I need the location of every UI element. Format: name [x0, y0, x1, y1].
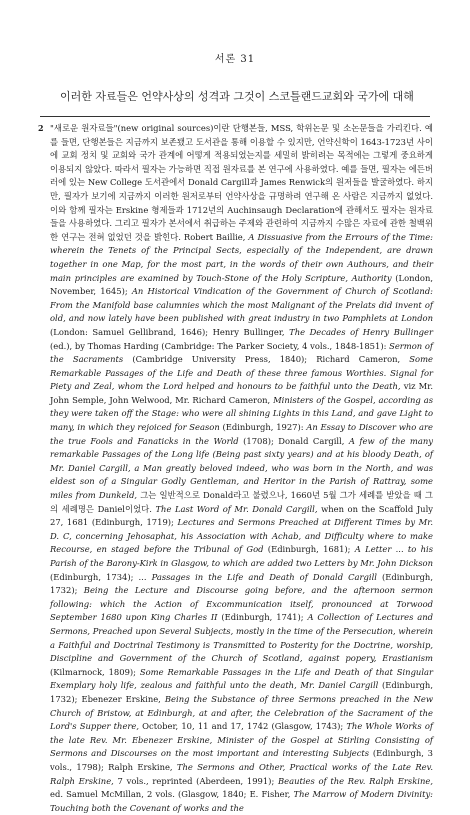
footnote-text: [50, 122, 433, 815]
footnote-run: (Edinburgh, 1734); ...: [50, 571, 152, 582]
footnote-run: (London: Samuel Gellibrand, 1646); Henry Bullinger,: [50, 326, 290, 337]
footnote-run: (Edinburgh, 3 vols., 1798); Ralph Erskine,: [50, 748, 433, 772]
footnote-run: viz Mr. John Semple, John Welwood, Mr. Richard Cameron,: [50, 381, 433, 405]
footnote-number: 2: [38, 123, 44, 133]
footnote-title-italic: The Last Word of Mr. Donald Cargill,: [155, 503, 318, 514]
footnote-title-italic: Ministers of the Gospel, according as they were taken off the Stage: who were all shining Lights in this Land, and gave Light to many, in which they rejoiced for Season: [50, 394, 433, 433]
footnote-title-italic: The Decades of Henry Bullinger: [289, 326, 433, 337]
footnote-run: (Edinburgh, 1681);: [263, 544, 355, 555]
footnote-run: (London, November, 1645);: [50, 272, 434, 297]
footnote-run: (Kilmarnock, 1809);: [50, 666, 140, 677]
footnote-divider: [40, 116, 430, 117]
footnote-title-italic: A Letter ... to his Parish of the Barony-Kirk in Glasgow, to which are added two Letters by Mr. John Dickson: [50, 544, 433, 568]
footnote-title-italic: Lectures and Sermons Preached at Different Times by Mr. D. C, concerning Jehosaphat, his Association with Achab, and Difficulty where to make Recourse, en staged before the Tribunal of God: [50, 517, 433, 555]
footnote-title-italic: An Essay to Discover who are the true Fools and Fanaticks in the World: [50, 422, 433, 446]
footnote-run: (1708); Donald Cargill,: [238, 435, 349, 446]
footnote-run: (Edinburgh, 1927):: [219, 422, 307, 433]
footnote-title-italic: A Dissuasive from the Errours of the Time: wherein the Tenets of the Principal Sects, especially of the Independent, are drawn together in one Map, for the most part, in the words of their own Authours, and their main principles are examined by Touch-Stone of the Holy Scripture, Authority: [50, 231, 433, 283]
footnote-run: (Edinburgh, 1732);: [50, 571, 433, 596]
footnote-title-italic: Some Remarkable Passages of the Life and Death of these three famous Worthies. Signal for Piety and Zeal, whom the Lord helped and honours to be faithful unto the Death,: [50, 354, 433, 392]
footnote-title-italic: Being the Substance of three Sermons preached in the New Church of Bristow, at Edinburgh, at and after, the Celebration of the Sacrament of the Lord's Supper there,: [50, 693, 433, 732]
footnote-run: (ed.), by Thomas Harding (Cambridge: The Parker Society, 4 vols., 1848-1851):: [50, 340, 390, 351]
footnote-run: 그는 일반적으로 Donald라고 불렸으나, 1660년 5월 그가 세례를 받았을 때 그의 세례명은 Daniel이었다.: [50, 490, 433, 514]
footnote-run: October, 10, 11 and 17, 1742 (Glasgow, 1743);: [139, 721, 347, 732]
footnote-title-italic: Sermon of the Sacraments: [50, 340, 433, 365]
page-header: 서론 31: [214, 54, 256, 65]
footnote-title-italic: Passages in the Life and Death of Donald Cargill: [151, 571, 377, 582]
footnote-title-italic: An Historical Vindication of the Government of Church of Scotland: From the Manifold base calumnies which the most Malignant of the Prelats did invent of old, and now lately have been published with great industry in two Pamphlets at London: [50, 286, 434, 324]
footnote-run: (Edinburgh, 1741);: [217, 612, 308, 623]
footnote-run: "새로운 원자료들"(new original sources)이란 단행본들, MSS, 학위논문 및 소논문들을 가리킨다. 예를 들면, 단행본들은 지금까지 보존됐고 도서관을 통해 이용할 수 있지만, 언약신학이 1643-1723년 사이에 교회 정치 및 교회와 국가 관계에 어떻게 적용되었는지를 세밀히 밝히려는 목적에는 그렇게 중요하게 이용되지 않았다. 따라서 필자는 가능하면 직접 원자료를 본 연구에 사용하였다. 예를 들면, 필자는 에든버러에 있는 New College 도서관에서 Donald Cargill과 James Renwick의 원저들을 발굴하였다. 하지만, 필자가 보기에 지금까지 이러한 원저로부터 언약사상을 규명하려 연구해 온 사람은 지금까지 없었다. 이와 함께 필자는 Erskine 형제들과 1712년의 Auchinsaugh Declaration에 관해서도 필자는 원자료들을 사용하였다. 그리고 필자가 본서에서 취급하는 주제와 관련하여 지금까지 수많은 자료에 관한 철백위한 연구는 전혀 없었던 것을 밝힌다. Robert Baillie,: [50, 123, 433, 242]
footnote-run: (Edinburgh, 1732); Ebenezer Erskine,: [50, 680, 433, 704]
footnote-title-italic: Some Remarkable Passages in the Life and Death of that Singular Exemplary holy life, zealous and faithful unto the death, Mr. Daniel Cargill: [50, 666, 433, 691]
footnote-title-italic: A few of the many remarkable Passages of the Long life (Being past sixty years) and at his bloody Death, of Mr. Daniel Cargill, a Man greatly beloved indeed, who was born in the North, and was eldest son of a Singular Godly Gentleman, and Heritor in the Parish of Rattray, some miles from Dunkeld,: [50, 435, 433, 501]
footnote-title-italic: The Sermons and Other, Practical works of the Late Rev. Ralph Erskine,: [50, 761, 433, 786]
footnote-title-italic: Beauties of the Rev. Ralph Erskine,: [277, 775, 433, 786]
footnote-title-italic: The Whole Works of the late Rev. Mr. Ebenezer Erskine, Minister of the Gospel at Stirling Consisting of Sermons and Discourses on the most important and interesting Subjects: [50, 721, 434, 759]
footnote-run: when on the Scaffold July 27, 1681 (Edinburgh, 1719);: [50, 503, 433, 528]
footnote-run: ed. Samuel McMillan, 2 vols. (Glasgow, 1840; E. Fisher,: [50, 789, 294, 800]
footnote-title-italic: The Marrow of Modern Divinity: Touching both the Covenant of works and the: [50, 789, 433, 813]
footnote-title-italic: A Collection of Lectures and Sermons, Preached upon Several Subjects, mostly in the time of the Persecution, wherein a Faithful and Doctrinal Testimony is Transmitted to Posterity for the Doctrine, worship, Discipline and Government of the Church of Scotland, against popery, Erastianism: [50, 612, 434, 664]
footnote-title-italic: Being the Lecture and Discourse going before, and the afternoon sermon following: which the Action of Excommunication itself, pronounced at Torwood September 1680 upon King Charles II: [50, 585, 433, 623]
footnote-run: 7 vols., reprinted (Aberdeen, 1991);: [113, 775, 278, 786]
footnote-run: (Cambridge University Press, 1840); Richard Cameron,: [123, 354, 410, 365]
body-text: 이러한 자료들은 언약사상의 성격과 그것이 스코틀랜드교회와 국가에 대해: [60, 90, 414, 103]
